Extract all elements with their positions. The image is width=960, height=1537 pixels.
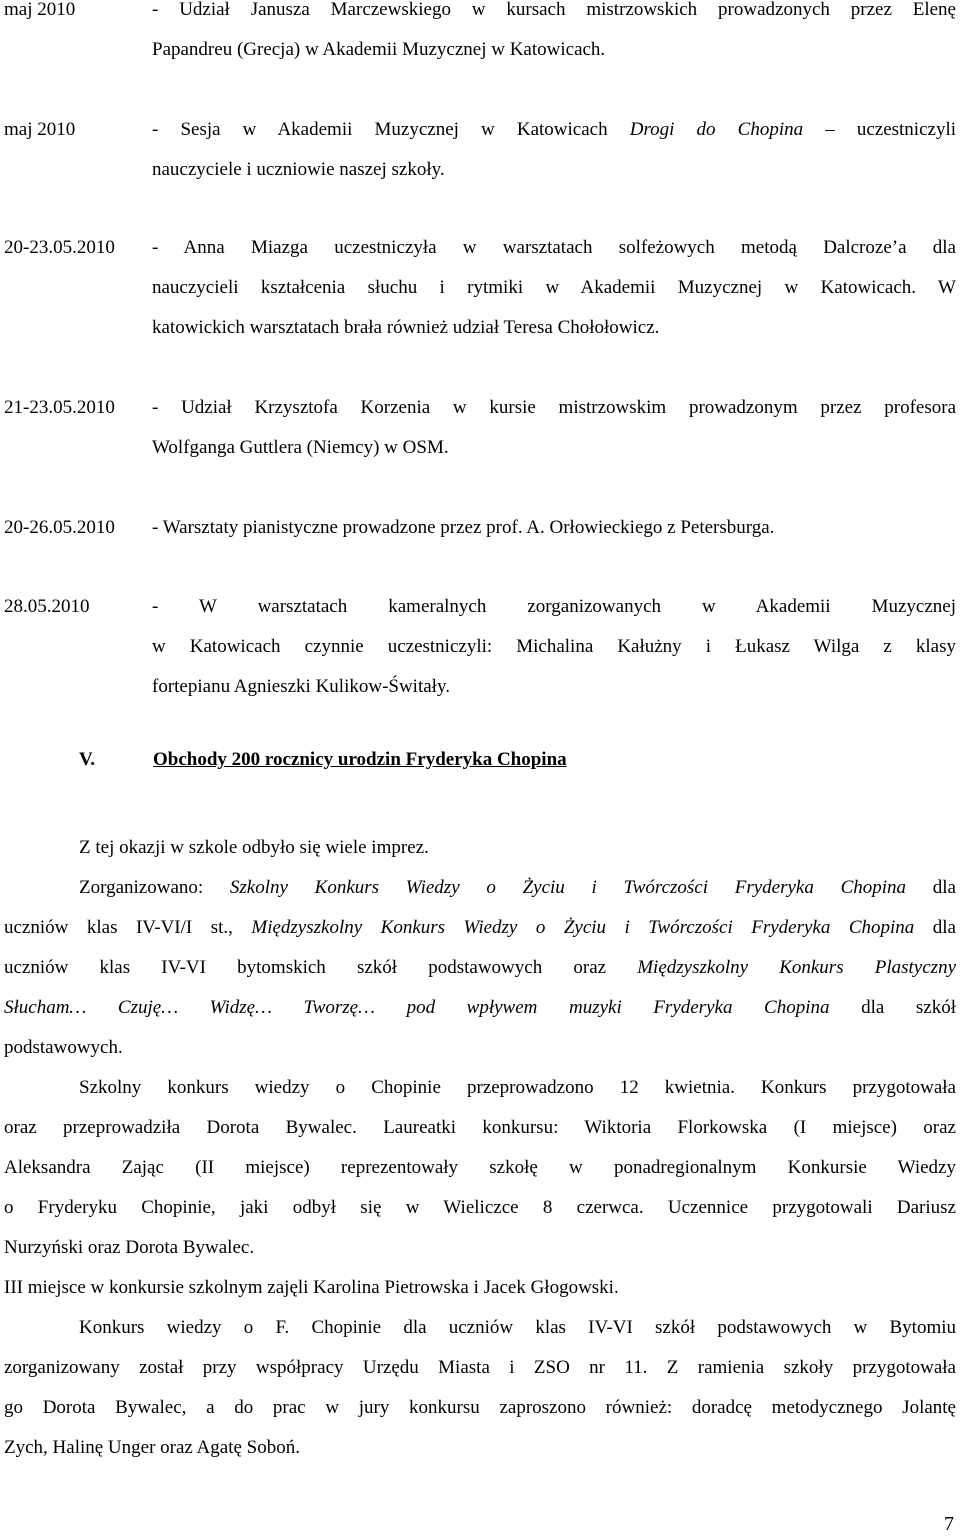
- paragraph-line: zorganizowany został przy współpracy Urzędu Miasta i ZSO nr 11. Z ramienia szkoły przygotowała: [4, 1357, 956, 1378]
- event-line: Wolfganga Guttlera (Niemcy) w OSM.: [152, 437, 449, 458]
- paragraph-line: Nurzyński oraz Dorota Bywalec.: [4, 1237, 255, 1258]
- event-entry: [4, 110, 956, 190]
- event-line: - Udział Janusza Marczewskiego w kursach mistrzowskich prowadzonych przez Elenę: [152, 0, 956, 20]
- event-line: - Warsztaty pianistyczne prowadzone przez prof. A. Orłowieckiego z Petersburga.: [152, 517, 775, 538]
- event-date: 20-23.05.2010: [4, 237, 115, 258]
- event-line: nauczycieli kształcenia słuchu i rytmiki w Akademii Muzycznej w Katowicach. W: [152, 277, 956, 298]
- event-line: nauczyciele i uczniowie naszej szkoły.: [152, 159, 445, 180]
- event-date: 21-23.05.2010: [4, 397, 115, 418]
- event-line: fortepianu Agnieszki Kulikow-Świtały.: [152, 676, 450, 697]
- event-description: [152, 508, 956, 548]
- event-description: [152, 587, 956, 707]
- paragraph-line: [4, 868, 956, 908]
- event-date: 28.05.2010: [4, 596, 90, 617]
- paragraph-line: [4, 988, 956, 1028]
- event-description: [152, 388, 956, 468]
- section-number: V.: [79, 749, 96, 770]
- paragraph-text: dla: [932, 917, 956, 938]
- paragraph-line: Konkurs wiedzy o F. Chopinie dla uczniów klas IV-VI szkół podstawowych w Bytomiu: [79, 1317, 956, 1338]
- event-title-italic: Drogi do Chopina: [629, 119, 804, 140]
- event-text: - Sesja w Akademii Muzycznej w Katowicach: [152, 119, 608, 140]
- event-description: [152, 228, 956, 348]
- event-line: katowickich warsztatach brała również udział Teresa Chołołowicz.: [152, 317, 660, 338]
- paragraph-line: Zych, Halinę Unger oraz Agatę Soboń.: [4, 1437, 300, 1458]
- page-number: 7: [944, 1513, 954, 1535]
- section-title: Obchody 200 rocznicy urodzin Fryderyka Chopina: [153, 749, 567, 770]
- event-date: maj 2010: [4, 119, 76, 140]
- paragraph-line: [4, 908, 956, 948]
- paragraph-text: uczniów klas IV-VI/I st.,: [4, 917, 233, 938]
- event-line: - Anna Miazga uczestniczyła w warsztatach solfeżowych metodą Dalcroze’a dla: [152, 237, 956, 258]
- event-entry: [4, 228, 956, 348]
- paragraph-line: o Fryderyku Chopinie, jaki odbył się w Wieliczce 8 czerwca. Uczennice przygotowali Dariusz: [4, 1197, 956, 1218]
- event-date: 20-26.05.2010: [4, 517, 115, 538]
- body-text: [4, 828, 956, 1468]
- paragraph-line: podstawowych.: [4, 1037, 123, 1058]
- paragraph-text: uczniów klas IV-VI bytomskich szkół podstawowych oraz: [4, 957, 607, 978]
- event-date: maj 2010: [4, 0, 76, 20]
- contest-title-italic: Międzyszkolny Konkurs Wiedzy o Życiu i Twórczości Fryderyka Chopina: [251, 917, 915, 938]
- paragraph-text: dla: [932, 877, 956, 898]
- event-description: [152, 0, 956, 70]
- event-line: - Udział Krzysztofa Korzenia w kursie mistrzowskim prowadzonym przez profesora: [152, 397, 956, 418]
- paragraph-text: dla szkół: [861, 997, 957, 1018]
- event-line: [152, 110, 956, 150]
- event-entry: [4, 587, 956, 707]
- paragraph-text: Zorganizowano:: [79, 877, 204, 898]
- intro-paragraph: Z tej okazji w szkole odbyło się wiele imprez.: [79, 837, 429, 858]
- contest-title-italic: Międzyszkolny Konkurs Plastyczny: [637, 957, 956, 978]
- event-entry: [4, 0, 956, 70]
- contest-title-italic: Słucham… Czuję… Widzę… Tworzę… pod wpływem muzyki Fryderyka Chopina: [4, 997, 830, 1018]
- contest-title-italic: Szkolny Konkurs Wiedzy o Życiu i Twórczości Fryderyka Chopina: [229, 877, 907, 898]
- paragraph-line: III miejsce w konkursie szkolnym zajęli Karolina Pietrowska i Jacek Głogowski.: [4, 1277, 619, 1298]
- paragraph-line: oraz przeprowadziła Dorota Bywalec. Laureatki konkursu: Wiktoria Florkowska (I miejsce) oraz: [4, 1117, 956, 1138]
- event-entry: [4, 388, 956, 468]
- event-description: [152, 110, 956, 190]
- paragraph-line: Aleksandra Zając (II miejsce) reprezentowały szkołę w ponadregionalnym Konkursie Wiedzy: [4, 1157, 956, 1178]
- event-line: w Katowicach czynnie uczestniczyli: Michalina Kałużny i Łukasz Wilga z klasy: [152, 636, 956, 657]
- event-line: - W warsztatach kameralnych zorganizowanych w Akademii Muzycznej: [152, 596, 956, 617]
- event-entry: [4, 508, 956, 548]
- paragraph-line: Szkolny konkurs wiedzy o Chopinie przeprowadzono 12 kwietnia. Konkurs przygotowała: [79, 1077, 956, 1098]
- paragraph-line: go Dorota Bywalec, a do prac w jury konkursu zaproszono również: doradcę metodycznego Jolantę: [4, 1397, 956, 1418]
- event-line: Papandreu (Grecja) w Akademii Muzycznej w Katowicach.: [152, 39, 606, 60]
- paragraph-line: [4, 948, 956, 988]
- event-text: – uczestniczyli: [825, 119, 957, 140]
